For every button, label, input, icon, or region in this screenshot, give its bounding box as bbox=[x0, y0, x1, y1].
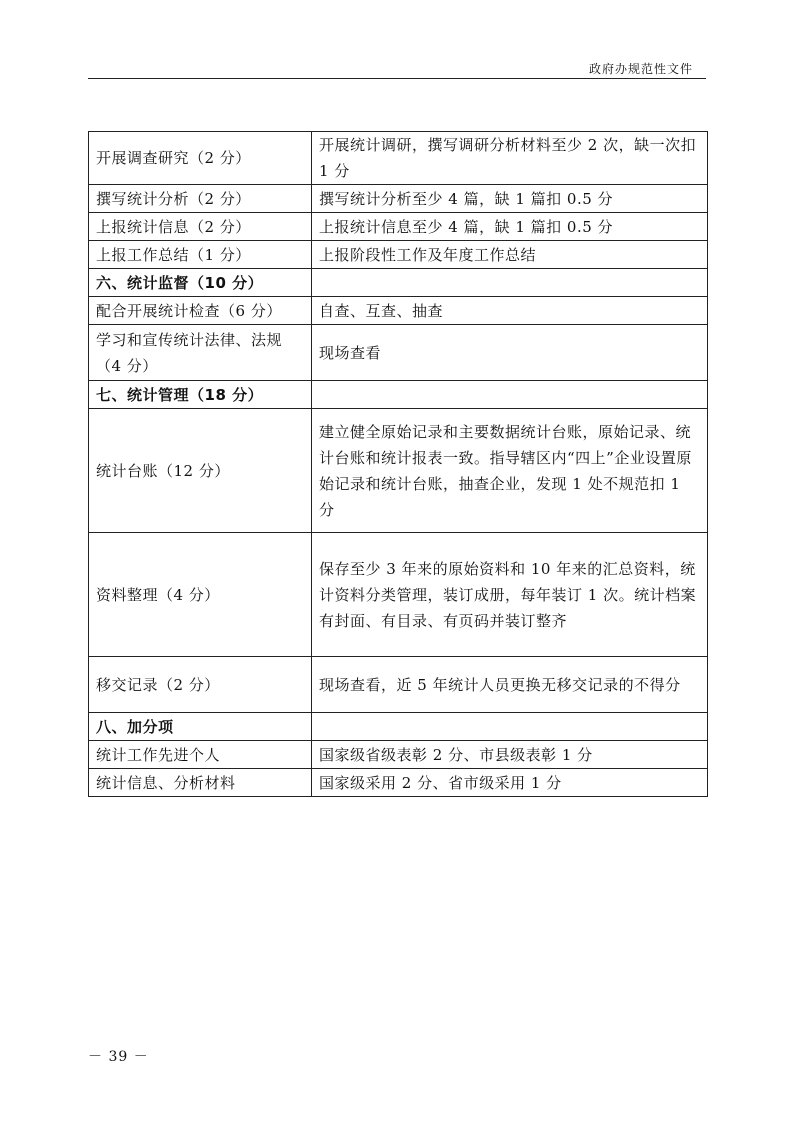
table-row bbox=[89, 213, 708, 241]
item-cell: 开展调查研究（2 分） bbox=[89, 132, 312, 185]
criteria-cell: 自查、互查、抽查 bbox=[312, 297, 708, 325]
table-row bbox=[89, 741, 708, 769]
item-cell: 配合开展统计检查（6 分） bbox=[89, 297, 312, 325]
section-heading: 八、加分项 bbox=[89, 713, 312, 741]
document-header-title: 政府办规范性文件 bbox=[588, 62, 693, 76]
section-heading: 七、统计管理（18 分） bbox=[89, 381, 312, 409]
table-row bbox=[89, 325, 708, 381]
table-row bbox=[89, 185, 708, 213]
table-row bbox=[89, 533, 708, 657]
criteria-cell: 上报统计信息至少 4 篇，缺 1 篇扣 0.5 分 bbox=[312, 213, 708, 241]
section-row bbox=[89, 269, 708, 297]
scoring-table bbox=[88, 131, 708, 797]
criteria-cell: 建立健全原始记录和主要数据统计台账，原始记录、统计台账和统计报表一致。指导辖区内“四上”企业设置原始记录和统计台账，抽查企业，发现 1 处不规范扣 1 分 bbox=[312, 409, 708, 533]
header-divider bbox=[88, 78, 706, 79]
criteria-cell: 现场查看 bbox=[312, 325, 708, 381]
empty-cell bbox=[312, 713, 708, 741]
item-cell: 学习和宣传统计法律、法规（4 分） bbox=[89, 325, 312, 381]
criteria-cell: 上报阶段性工作及年度工作总结 bbox=[312, 241, 708, 269]
criteria-cell: 开展统计调研，撰写调研分析材料至少 2 次，缺一次扣 1 分 bbox=[312, 132, 708, 185]
item-cell: 统计工作先进个人 bbox=[89, 741, 312, 769]
criteria-cell: 现场查看，近 5 年统计人员更换无移交记录的不得分 bbox=[312, 657, 708, 713]
item-cell: 上报工作总结（1 分） bbox=[89, 241, 312, 269]
criteria-cell: 国家级采用 2 分、省市级采用 1 分 bbox=[312, 769, 708, 797]
criteria-cell: 撰写统计分析至少 4 篇，缺 1 篇扣 0.5 分 bbox=[312, 185, 708, 213]
item-cell: 统计信息、分析材料 bbox=[89, 769, 312, 797]
page-number: － 39 － bbox=[88, 1049, 149, 1065]
item-cell: 撰写统计分析（2 分） bbox=[89, 185, 312, 213]
section-row bbox=[89, 381, 708, 409]
item-cell: 统计台账（12 分） bbox=[89, 409, 312, 533]
section-row bbox=[89, 713, 708, 741]
table-row bbox=[89, 241, 708, 269]
item-cell: 移交记录（2 分） bbox=[89, 657, 312, 713]
table-row bbox=[89, 409, 708, 533]
item-cell: 上报统计信息（2 分） bbox=[89, 213, 312, 241]
item-cell: 资料整理（4 分） bbox=[89, 533, 312, 657]
table-row bbox=[89, 297, 708, 325]
table-row bbox=[89, 132, 708, 185]
criteria-cell: 保存至少 3 年来的原始资料和 10 年来的汇总资料，统计资料分类管理，装订成册，每年装订 1 次。统计档案有封面、有目录、有页码并装订整齐 bbox=[312, 533, 708, 657]
empty-cell bbox=[312, 381, 708, 409]
criteria-cell: 国家级省级表彰 2 分、市县级表彰 1 分 bbox=[312, 741, 708, 769]
section-heading: 六、统计监督（10 分） bbox=[89, 269, 312, 297]
empty-cell bbox=[312, 269, 708, 297]
table-row bbox=[89, 769, 708, 797]
table-row bbox=[89, 657, 708, 713]
